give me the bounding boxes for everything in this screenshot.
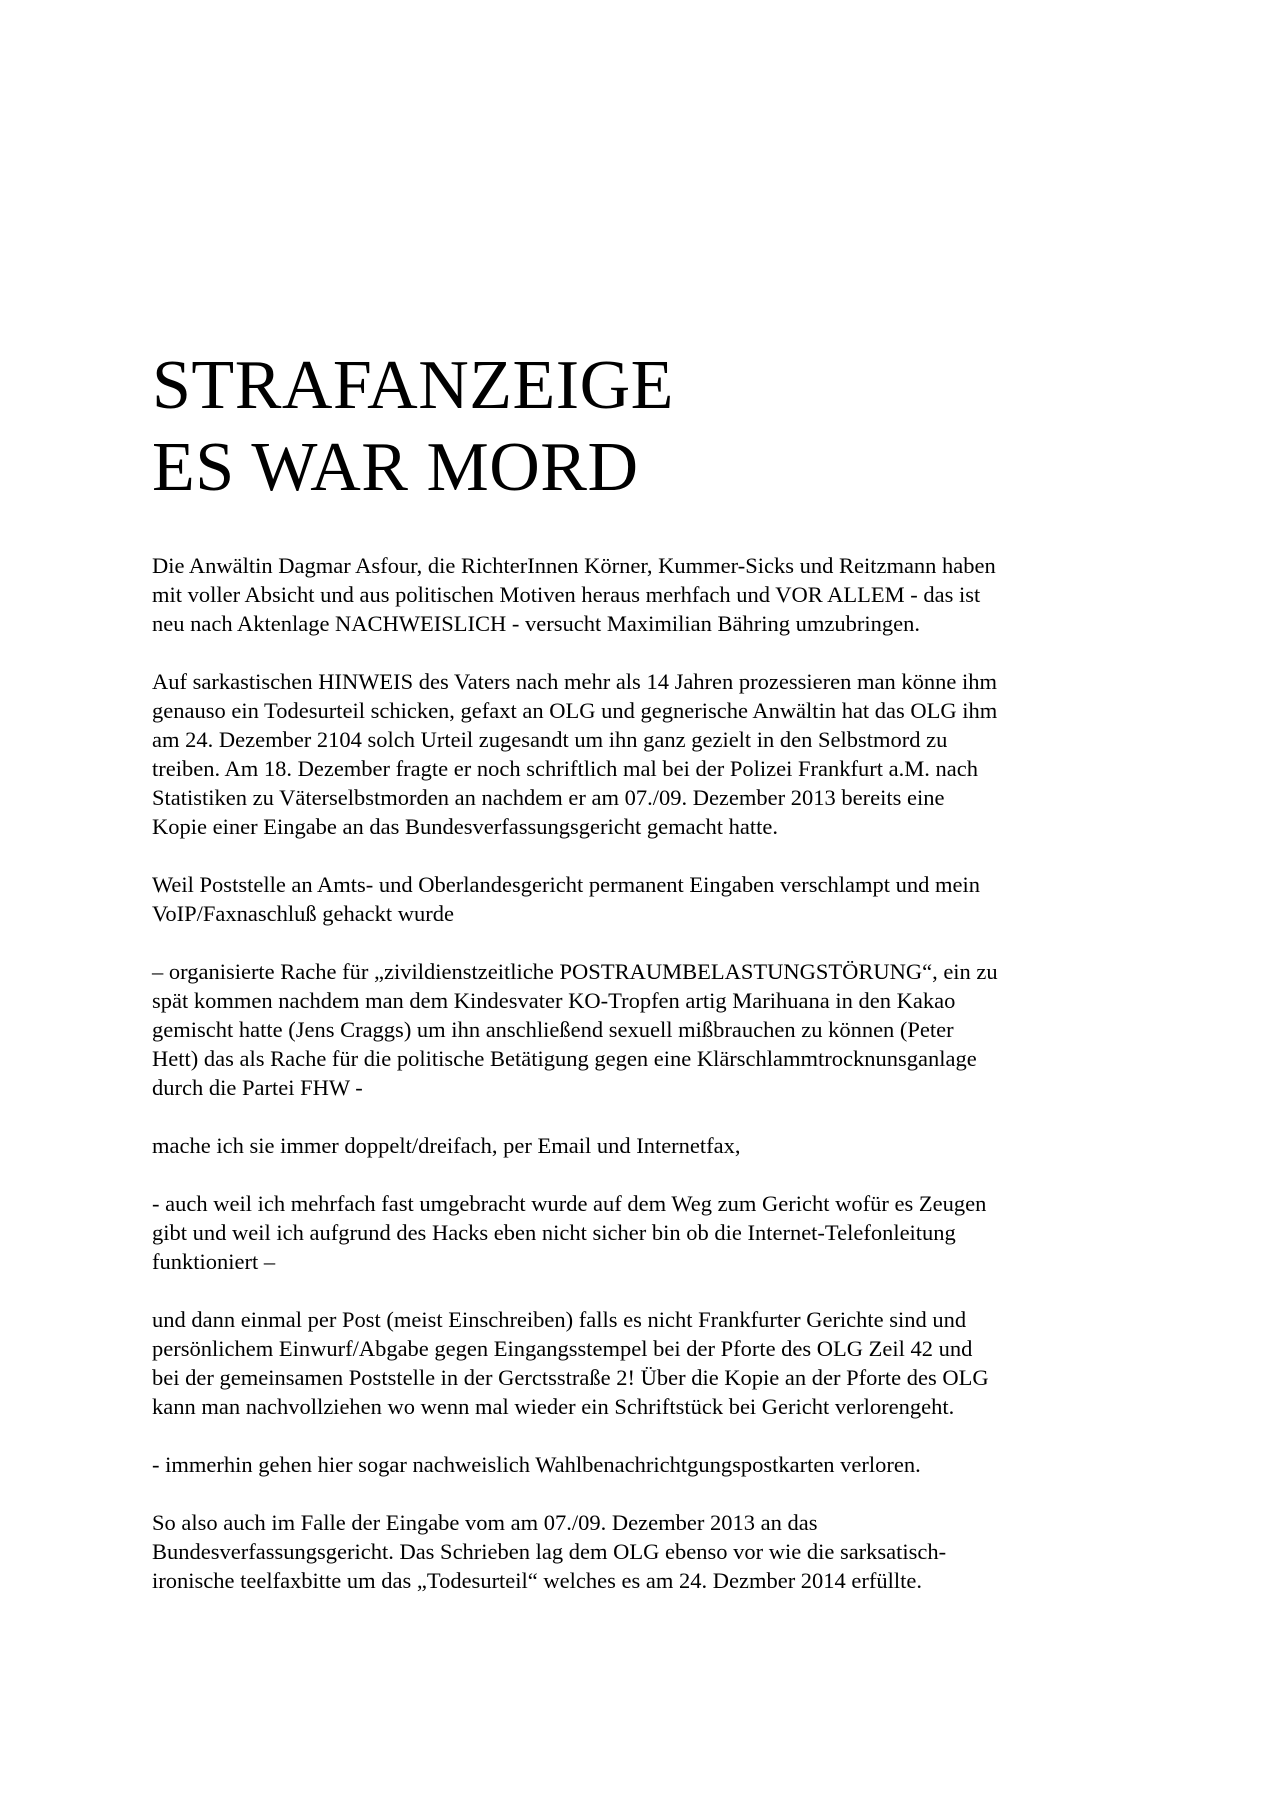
- paragraph: - immerhin gehen hier sogar nachweislich Wahlbenachrichtgungspostkarten verloren.: [152, 1452, 921, 1477]
- paragraph: Auf sarkastischen HINWEIS des Vaters nach mehr als 14 Jahren prozessieren man könne ihm genauso ein Todesurteil schicken, gefaxt an OLG und gegnerische Anwältin hat das OLG ihm am 24. Dezember 2104 solch Urteil zugesandt um ihn ganz gezielt in den Selbstmord zu treiben. Am 18. Dezember fragte er noch schriftlich mal bei der Polizei Frankfurt a.M. nach Statistiken zu Väterselbstmorden an nachdem er am 07./09. Dezember 2013 bereits eine Kopie einer Eingabe an das Bundesverfassungsgericht gemacht hatte.: [152, 669, 998, 839]
- paragraph: - auch weil ich mehrfach fast umgebracht wurde auf dem Weg zum Gericht wofür es Zeugen gibt und weil ich aufgrund des Hacks eben nicht sicher bin ob die Internet-Telefonleitung funktioniert –: [152, 1191, 987, 1274]
- paragraph: Weil Poststelle an Amts- und Oberlandesgericht permanent Eingaben verschlampt und mein VoIP/Faxnaschluß gehackt wurde: [152, 872, 980, 926]
- document-title: [152, 345, 1142, 509]
- title-line-2: ES WAR MORD: [152, 429, 639, 506]
- paragraph: mache ich sie immer doppelt/dreifach, per Email und Internetfax,: [152, 1133, 741, 1158]
- title-line-1: STRAFANZEIGE: [152, 347, 674, 424]
- document-page: [152, 345, 1142, 1624]
- paragraph: So also auch im Falle der Eingabe vom am 07./09. Dezember 2013 an das Bundesverfassungsgericht. Das Schrieben lag dem OLG ebenso vor wie die sarksatisch- ironische teelfaxbitte um das „Todesurteil“ welches es am 24. Dezmber 2014 erfüllte.: [152, 1510, 947, 1593]
- paragraph: und dann einmal per Post (meist Einschreiben) falls es nicht Frankfurter Gerichte sind und persönlichem Einwurf/Abgabe gegen Eingangsstempel bei der Pforte des OLG Zeil 42 und bei der gemeinsamen Poststelle in der Gerctsstraße 2! Über die Kopie an der Pforte des OLG kann man nachvollziehen wo wenn mal wieder ein Schriftstück bei Gericht verlorengeht.: [152, 1307, 989, 1419]
- paragraph: Die Anwältin Dagmar Asfour, die RichterInnen Körner, Kummer-Sicks und Reitzmann haben mit voller Absicht und aus politischen Motiven heraus merhfach und VOR ALLEM - das ist neu nach Aktenlage NACHWEISLICH - versucht Maximilian Bähring umzubringen.: [152, 553, 996, 636]
- paragraph: – organisierte Rache für „zivildienstzeitliche POSTRAUMBELASTUNGSTÖRUNG“, ein zu spät kommen nachdem man dem Kindesvater KO-Tropfen artig Marihuana in den Kakao gemischt hatte (Jens Craggs) um ihn anschließend sexuell mißbrauchen zu können (Peter Hett) das als Rache für die politische Betätigung gegen eine Klärschlammtrocknunsganlage durch die Partei FHW -: [152, 959, 998, 1100]
- document-body: [152, 551, 1142, 1595]
